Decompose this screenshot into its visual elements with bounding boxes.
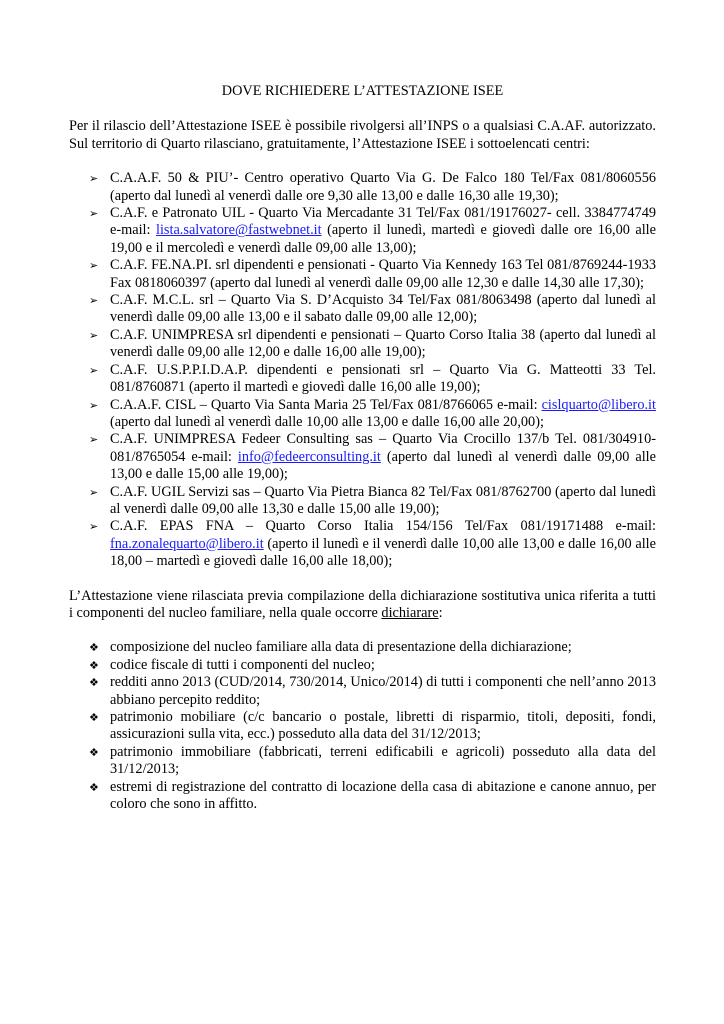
email-link[interactable]: fna.zonalequarto@libero.it (110, 535, 264, 552)
center-text: C.A.F. EPAS FNA – Quarto Corso Italia 154/156 Tel/Fax 081/19171488 e-mail: (110, 518, 656, 535)
diamond-star-bullet-icon: ❖ (89, 780, 99, 794)
list-item (69, 327, 656, 362)
document-page (69, 83, 656, 830)
list-item (69, 744, 656, 779)
arrowhead-bullet-icon: ➢ (89, 398, 99, 412)
list-item (69, 484, 656, 519)
list-item (69, 362, 656, 397)
diamond-star-bullet-icon: ❖ (89, 745, 99, 759)
list-item (69, 205, 656, 257)
requirements-list (69, 639, 656, 813)
arrowhead-bullet-icon: ➢ (89, 172, 99, 186)
arrowhead-bullet-icon: ➢ (89, 294, 99, 308)
diamond-star-bullet-icon: ❖ (89, 641, 99, 655)
intro-paragraph: Per il rilascio dell’Attestazione ISEE è possibile rivolgersi all’INPS o a qualsiasi C.A.AF. autorizzato. Sul territorio di Quarto rilasciano, gratuitamente, l’Attestazione ISEE i sottoelencati centri: (69, 118, 656, 152)
requirement-text: codice fiscale di tutti i componenti del nucleo; (110, 656, 375, 673)
list-item (69, 431, 656, 483)
center-text: C.A.F. UNIMPRESA srl dipendenti e pensionati – Quarto Corso Italia 38 (aperto dal lunedì al venerdì dalle 09,00 alle 12,00 e dalle 16,00 alle 19,00); (110, 326, 656, 361)
requirement-text: composizione del nucleo familiare alla data di presentazione della dichiarazione; (110, 639, 572, 656)
center-text: C.A.A.F. CISL – Quarto Via Santa Maria 25 Tel/Fax 081/8766065 e-mail: (110, 396, 542, 413)
diamond-star-bullet-icon: ❖ (89, 658, 99, 672)
diamond-star-bullet-icon: ❖ (89, 711, 99, 724)
arrowhead-bullet-icon: ➢ (89, 520, 99, 534)
diamond-star-bullet-icon: ❖ (89, 676, 99, 690)
arrowhead-bullet-icon: ➢ (89, 433, 99, 447)
list-item (69, 292, 656, 327)
center-text: C.A.A.F. 50 & PIU’- Centro operativo Quarto Via G. De Falco 180 Tel/Fax 081/8060556 (aperto dal lunedì al venerdì dalle ore 9,30 alle 13,00 e dalle 16,30 alle 19,30); (110, 170, 656, 204)
declaration-intro-text: L’Attestazione viene rilasciata previa compilazione della dichiarazione sostitutiva unica riferita a tutti i componenti del nucleo familiare, nella quale occorre (69, 587, 656, 621)
center-text: (aperto dal lunedì al venerdì dalle 09,00 alle 13,00 e dalle 15,00 alle 19,00); (110, 448, 656, 483)
center-text: C.A.F. UGIL Servizi sas – Quarto Via Pietra Bianca 82 Tel/Fax 081/8762700 (aperto dal lunedì al venerdì dalle 09,00 alle 13,30 e dalle 15,00 alle 19,00); (110, 483, 656, 517)
requirement-text: patrimonio immobiliare (fabbricati, terreni edificabili e agricoli) posseduto alla data del 31/12/2013; (110, 743, 656, 778)
list-item (69, 657, 656, 674)
list-item (69, 170, 656, 205)
declaration-keyword: dichiarare (381, 604, 439, 621)
center-text: C.A.F. M.C.L. srl – Quarto Via S. D’Acquisto 34 Tel/Fax 081/8063498 (aperto dal lunedì al venerdì dalle 09,00 alle 13,00 e il sabato dalle 09,00 alle 12,00); (110, 292, 656, 326)
center-text: C.A.F. FE.NA.PI. srl dipendenti e pensionati - Quarto Via Kennedy 163 Tel 081/8769244-1933 Fax 0818060397 (aperto dal lunedì al venerdì dalle 09,00 alle 12,30 e dalle 14,30 alle 17,30); (110, 257, 656, 291)
requirement-text: patrimonio mobiliare (c/c bancario o postale, libretti di risparmio, titoli, depositi, fondi, assicurazioni sulla vita, ecc.) posseduto alla data del 31/12/2013; (110, 709, 656, 743)
center-text: (aperto il lunedì e il venerdì dalle 10,00 alle 13,00 e dalle 16,00 alle 18,00 – martedì e giovedì dalle 16,00 alle 18,00); (110, 535, 656, 570)
arrowhead-bullet-icon: ➢ (89, 485, 99, 499)
center-text: C.A.F. U.S.P.P.I.D.A.P. dipendenti e pensionati srl – Quarto Via G. Matteotti 33 Tel. 081/8760871 (aperto il martedì e giovedì dalle 16,00 alle 19,00); (110, 361, 656, 396)
declaration-colon: : (438, 604, 443, 621)
list-item (69, 257, 656, 292)
list-item (69, 518, 656, 570)
list-item (69, 779, 656, 814)
list-item (69, 674, 656, 709)
arrowhead-bullet-icon: ➢ (89, 363, 99, 377)
list-item (69, 709, 656, 744)
email-link[interactable]: lista.salvatore@fastwebnet.it (155, 222, 322, 239)
list-item (69, 639, 656, 656)
centers-list (69, 170, 656, 570)
center-text: (aperto dal lunedì al venerdì dalle 10,00 alle 13,00 e dalle 16,00 alle 20,00); (110, 413, 544, 430)
requirement-text: estremi di registrazione del contratto di locazione della casa di abitazione e canone annuo, per coloro che sono in affitto. (110, 778, 656, 813)
requirement-text: redditi anno 2013 (CUD/2014, 730/2014, Unico/2014) di tutti i componenti che nell’anno 2013 abbiano percepito reddito; (110, 674, 656, 708)
arrowhead-bullet-icon: ➢ (89, 207, 99, 221)
center-text: (aperto il lunedì, martedì e giovedì dalle ore 16,00 alle 19,00 e il mercoledì e venerdì dalle 09,00 alle 13,00); (110, 222, 656, 256)
email-link[interactable]: info@fedeerconsulting.it (237, 448, 381, 465)
list-item (69, 397, 656, 432)
page-title: DOVE RICHIEDERE L’ATTESTAZIONE ISEE (221, 83, 504, 99)
center-text: C.A.F. UNIMPRESA Fedeer Consulting sas – Quarto Via Crocillo 137/b Tel. 081/304910-081/8765054 e-mail: (110, 431, 656, 465)
arrowhead-bullet-icon: ➢ (89, 259, 99, 273)
declaration-paragraph (69, 588, 656, 623)
email-link[interactable]: cislquarto@libero.it (541, 396, 656, 413)
arrowhead-bullet-icon: ➢ (89, 328, 99, 342)
center-text: C.A.F. e Patronato UIL - Quarto Via Mercadante 31 Tel/Fax 081/19176027- cell. 3384774749 e-mail: (110, 205, 656, 239)
